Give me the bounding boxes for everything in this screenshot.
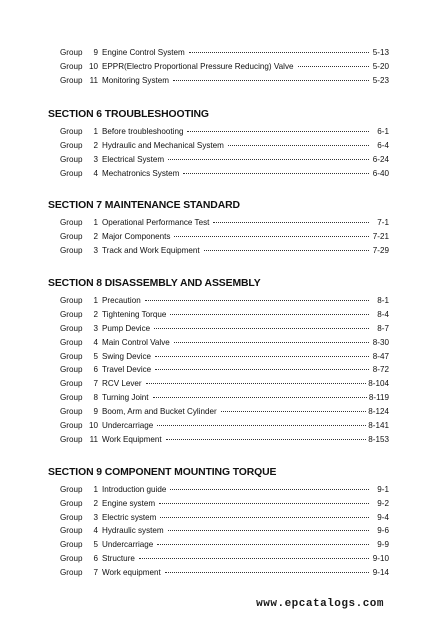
dot-leader	[168, 159, 369, 160]
entry-title: Mechatronics System	[102, 169, 180, 178]
toc-entry	[60, 525, 389, 536]
entry-page: 6-40	[372, 169, 389, 178]
toc-entry	[60, 364, 389, 375]
dot-leader	[174, 342, 369, 343]
group-word: Group	[60, 246, 83, 255]
entry-title: Electrical System	[102, 155, 165, 164]
dot-leader	[157, 425, 366, 426]
entry-title: Boom, Arm and Bucket Cylinder	[102, 407, 217, 416]
entry-title: Hydraulic and Mechanical System	[102, 141, 224, 150]
group-word: Group	[60, 127, 83, 136]
entry-page: 9-6	[377, 526, 389, 535]
entry-title: RCV Lever	[102, 379, 142, 388]
group-number: 7	[93, 379, 98, 388]
group-word: Group	[60, 554, 83, 563]
toc-entry	[60, 539, 389, 550]
dot-leader	[228, 145, 369, 146]
section-title: SECTION 6 TROUBLESHOOTING	[48, 109, 209, 120]
group-word: Group	[60, 155, 83, 164]
toc-entry	[60, 378, 389, 389]
dot-leader	[139, 558, 369, 559]
dot-leader	[170, 314, 369, 315]
entry-page: 8-72	[372, 365, 389, 374]
toc-entry	[60, 168, 389, 179]
toc-entry	[60, 553, 389, 564]
entry-title: Work equipment	[102, 568, 161, 577]
entry-title: Introduction guide	[102, 485, 167, 494]
group-word: Group	[60, 352, 83, 361]
dot-leader	[155, 369, 369, 370]
group-word: Group	[60, 169, 83, 178]
entry-title: Pump Device	[102, 324, 151, 333]
dot-leader	[170, 489, 369, 490]
dot-leader	[160, 517, 369, 518]
entry-page: 7-29	[372, 246, 389, 255]
entry-page: 8-7	[377, 324, 389, 333]
entry-title: Engine system	[102, 499, 156, 508]
group-word: Group	[60, 435, 83, 444]
entry-page: 8-141	[368, 421, 389, 430]
group-number: 8	[93, 393, 98, 402]
toc-entry	[60, 309, 389, 320]
group-number: 4	[93, 338, 98, 347]
toc-entry	[60, 140, 389, 151]
entry-page: 8-47	[372, 352, 389, 361]
section-title: SECTION 7 MAINTENANCE STANDARD	[48, 200, 240, 211]
group-number: 2	[93, 141, 98, 150]
entry-page: 6-1	[377, 127, 389, 136]
entry-title: Before troubleshooting	[102, 127, 184, 136]
group-number: 4	[93, 526, 98, 535]
dot-leader	[146, 383, 367, 384]
group-number: 2	[93, 499, 98, 508]
group-word: Group	[60, 310, 83, 319]
dot-leader	[157, 544, 369, 545]
group-word: Group	[60, 324, 83, 333]
entry-title: Main Control Valve	[102, 338, 170, 347]
entry-title: Swing Device	[102, 352, 152, 361]
dot-leader	[154, 328, 369, 329]
toc-entry	[60, 392, 389, 403]
group-number: 11	[89, 76, 98, 85]
entry-page: 5-23	[372, 76, 389, 85]
group-number: 6	[93, 554, 98, 563]
entry-title: Tightening Torque	[102, 310, 167, 319]
entry-page: 9-9	[377, 540, 389, 549]
entry-title: Engine Control System	[102, 48, 185, 57]
group-number: 1	[93, 127, 98, 136]
group-number: 2	[93, 232, 98, 241]
group-word: Group	[60, 568, 83, 577]
entry-page: 5-20	[372, 62, 389, 71]
dot-leader	[173, 80, 369, 81]
dot-leader	[189, 52, 369, 53]
group-word: Group	[60, 141, 83, 150]
entry-title: Travel Device	[102, 365, 152, 374]
group-word: Group	[60, 513, 83, 522]
group-number: 3	[93, 324, 98, 333]
group-number: 3	[93, 155, 98, 164]
toc-entry	[60, 47, 389, 58]
dot-leader	[213, 222, 369, 223]
toc-entry	[60, 75, 389, 86]
entry-page: 9-1	[377, 485, 389, 494]
toc-entry	[60, 323, 389, 334]
entry-page: 6-4	[377, 141, 389, 150]
group-number: 3	[93, 246, 98, 255]
toc-entry	[60, 217, 389, 228]
entry-title: Monitoring System	[102, 76, 170, 85]
group-word: Group	[60, 393, 83, 402]
toc-entry	[60, 434, 389, 445]
toc-entry	[60, 126, 389, 137]
toc-entry	[60, 337, 389, 348]
group-word: Group	[60, 76, 83, 85]
toc-entry	[60, 420, 389, 431]
group-word: Group	[60, 338, 83, 347]
entry-title: EPPR(Electro Proportional Pressure Reducing) Valve	[102, 62, 294, 71]
dot-leader	[183, 173, 369, 174]
dot-leader	[159, 503, 369, 504]
entry-title: Structure	[102, 554, 135, 563]
toc-entry	[60, 498, 389, 509]
entry-page: 8-4	[377, 310, 389, 319]
watermark-url: www.epcatalogs.com	[256, 598, 384, 610]
dot-leader	[298, 66, 370, 67]
group-word: Group	[60, 379, 83, 388]
dot-leader	[155, 356, 369, 357]
group-number: 2	[93, 310, 98, 319]
entry-page: 8-124	[368, 407, 389, 416]
entry-title: Turning Joint	[102, 393, 149, 402]
group-number: 9	[93, 48, 98, 57]
entry-page: 6-24	[372, 155, 389, 164]
entry-title: Operational Performance Test	[102, 218, 210, 227]
entry-title: Precaution	[102, 296, 141, 305]
dot-leader	[165, 572, 369, 573]
group-word: Group	[60, 540, 83, 549]
group-word: Group	[60, 62, 83, 71]
toc-entry	[60, 231, 389, 242]
entry-page: 9-2	[377, 499, 389, 508]
group-number: 5	[93, 352, 98, 361]
entry-title: Hydraulic system	[102, 526, 164, 535]
group-number: 7	[93, 568, 98, 577]
entry-page: 5-13	[372, 48, 389, 57]
group-word: Group	[60, 499, 83, 508]
group-number: 1	[93, 296, 98, 305]
group-word: Group	[60, 407, 83, 416]
group-number: 4	[93, 169, 98, 178]
entry-title: Major Components	[102, 232, 171, 241]
entry-title: Undercarriage	[102, 421, 154, 430]
group-number: 3	[93, 513, 98, 522]
toc-entry	[60, 295, 389, 306]
entry-page: 9-14	[372, 568, 389, 577]
group-word: Group	[60, 365, 83, 374]
entry-page: 8-104	[368, 379, 389, 388]
toc-entry	[60, 245, 389, 256]
entry-page: 9-4	[377, 513, 389, 522]
dot-leader	[187, 131, 369, 132]
entry-title: Undercarriage	[102, 540, 154, 549]
dot-leader	[221, 411, 367, 412]
group-word: Group	[60, 526, 83, 535]
dot-leader	[174, 236, 369, 237]
toc-entry	[60, 567, 389, 578]
toc-entry	[60, 406, 389, 417]
group-word: Group	[60, 48, 83, 57]
group-word: Group	[60, 232, 83, 241]
dot-leader	[153, 397, 367, 398]
entry-page: 9-10	[372, 554, 389, 563]
dot-leader	[145, 300, 369, 301]
toc-entry	[60, 61, 389, 72]
group-number: 6	[93, 365, 98, 374]
section-title: SECTION 8 DISASSEMBLY AND ASSEMBLY	[48, 278, 261, 289]
group-number: 9	[93, 407, 98, 416]
dot-leader	[166, 439, 367, 440]
group-word: Group	[60, 218, 83, 227]
section-title: SECTION 9 COMPONENT MOUNTING TORQUE	[48, 467, 277, 478]
toc-entry	[60, 351, 389, 362]
entry-page: 8-119	[368, 393, 389, 402]
entry-page: 8-153	[368, 435, 389, 444]
dot-leader	[204, 250, 369, 251]
group-word: Group	[60, 421, 83, 430]
entry-title: Track and Work Equipment	[102, 246, 200, 255]
toc-entry	[60, 512, 389, 523]
group-number: 11	[89, 435, 98, 444]
entry-title: Work Equipment	[102, 435, 162, 444]
group-word: Group	[60, 485, 83, 494]
entry-page: 8-30	[372, 338, 389, 347]
group-number: 1	[93, 485, 98, 494]
group-number: 5	[93, 540, 98, 549]
group-number: 10	[88, 62, 98, 71]
toc-entry	[60, 154, 389, 165]
entry-page: 7-1	[377, 218, 389, 227]
group-word: Group	[60, 296, 83, 305]
group-number: 1	[93, 218, 98, 227]
entry-page: 8-1	[377, 296, 389, 305]
toc-entry	[60, 484, 389, 495]
group-number: 10	[88, 421, 98, 430]
entry-page: 7-21	[372, 232, 389, 241]
dot-leader	[168, 530, 369, 531]
entry-title: Electric system	[102, 513, 157, 522]
